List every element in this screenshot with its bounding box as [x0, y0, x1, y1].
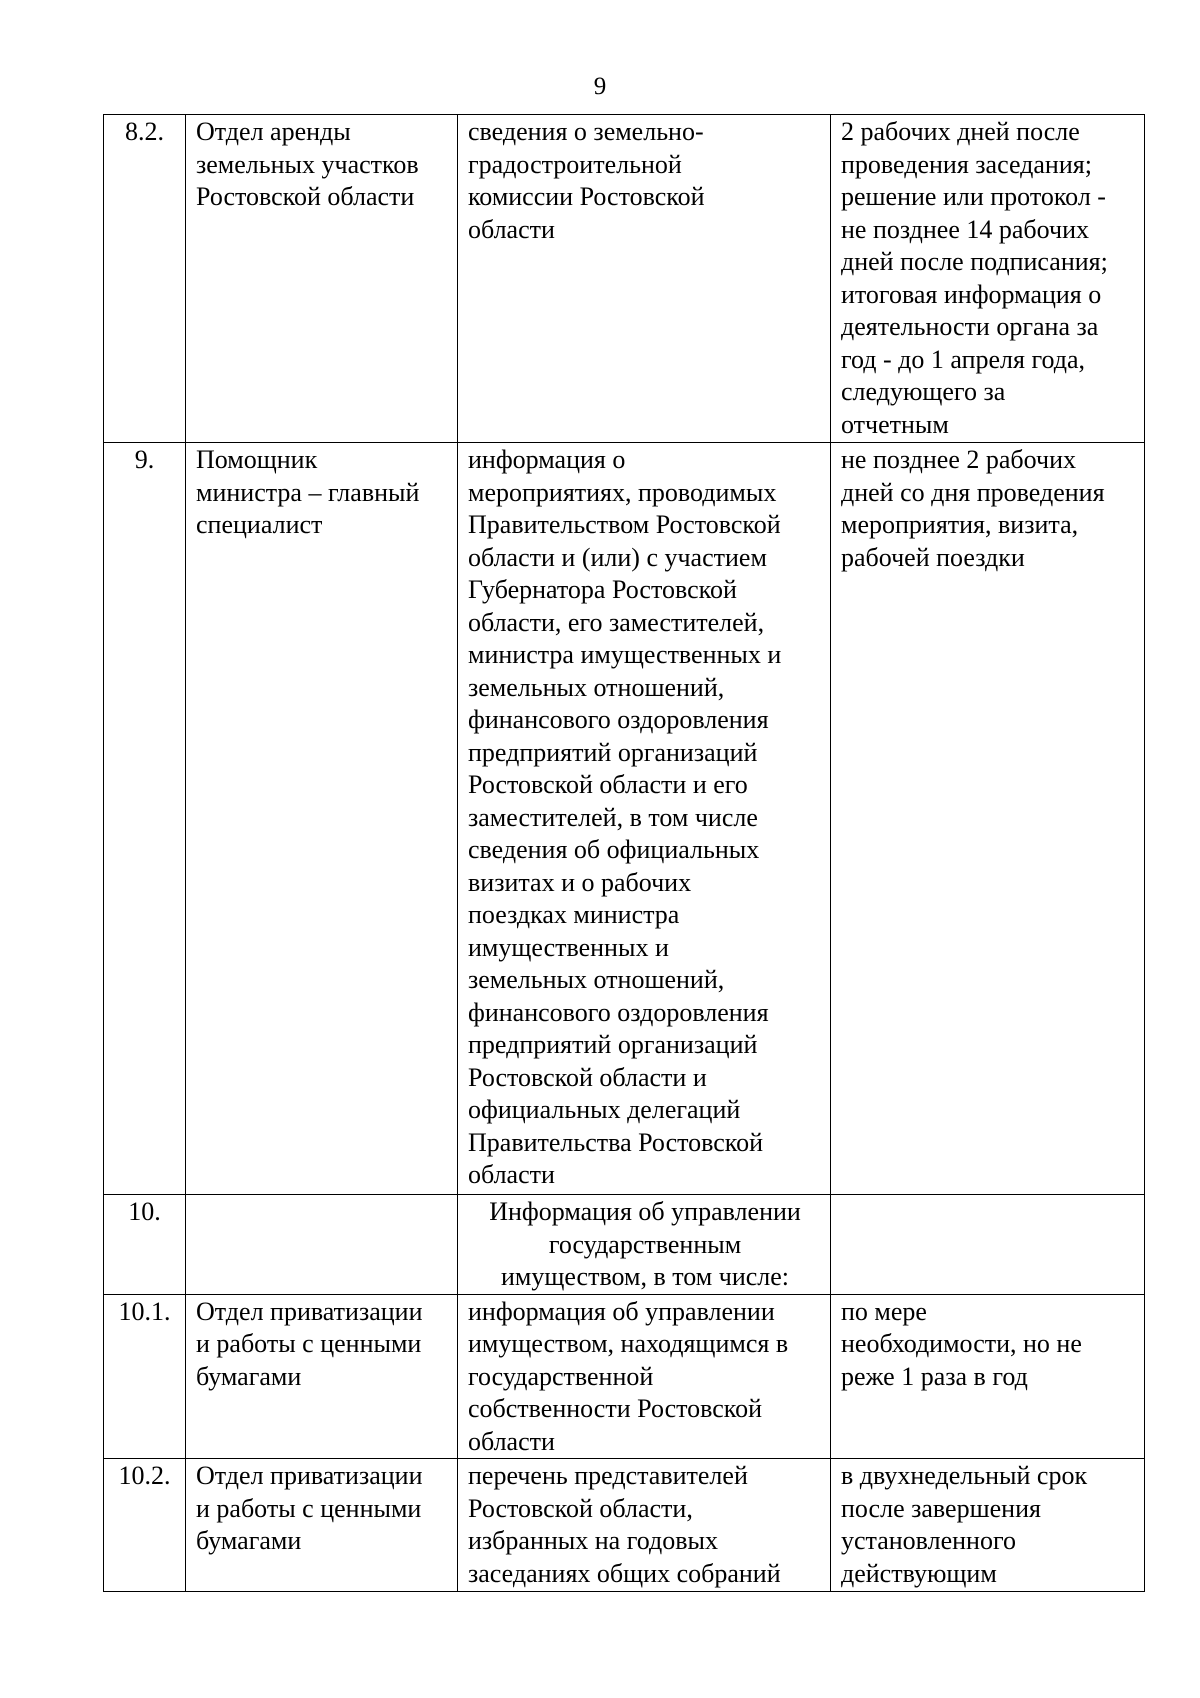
cell-text-line: финансового оздоровления	[468, 997, 769, 1027]
cell-text-line: области	[468, 214, 555, 244]
info-cell	[458, 1459, 831, 1592]
cell-text-line: Отдел аренды	[196, 117, 351, 146]
cell-text-line: дней после подписания;	[841, 247, 1108, 276]
row-number-cell: 8.2.	[104, 115, 186, 443]
cell-text-line: деятельности органа за	[841, 312, 1099, 341]
cell-text-line: земельных участков	[196, 149, 419, 179]
cell-text-line: не позднее 14 рабочих	[841, 214, 1089, 244]
cell-text-line: Отдел приватизации	[196, 1461, 423, 1490]
department-cell	[186, 1459, 458, 1592]
cell-text-line: Губернатора Ростовской	[468, 575, 737, 604]
cell-text-line: информация о	[468, 445, 626, 474]
cell-text-line: мероприятия, визита,	[841, 510, 1079, 539]
cell-text-line: области	[468, 1160, 555, 1189]
cell-text-line: заместителей, в том числе	[468, 802, 758, 832]
cell-text-line: Отдел приватизации	[196, 1296, 423, 1326]
cell-text-line: Правительства Ростовской	[468, 1127, 764, 1157]
cell-text-line: предприятий организаций	[468, 737, 758, 767]
cell-text-line: земельных отношений,	[468, 965, 725, 994]
department-cell	[186, 1294, 458, 1459]
cell-text-line: официальных делегаций	[468, 1095, 741, 1124]
table-row	[104, 1459, 1145, 1592]
cell-text-line: визитах и о рабочих	[468, 867, 692, 897]
cell-text-line: информация об управлении	[468, 1296, 775, 1326]
cell-text-line: после завершения	[841, 1493, 1041, 1523]
row-number-cell: 10.2.	[104, 1459, 186, 1592]
cell-text-line: градостроительной	[468, 149, 682, 179]
cell-text-line: поездках министра	[468, 900, 680, 929]
document-table	[103, 114, 1145, 1592]
table-row	[104, 443, 1145, 1195]
cell-text-line: в двухнедельный срок	[841, 1461, 1088, 1490]
deadline-cell	[831, 443, 1145, 1195]
cell-text-line: министра – главный	[196, 477, 420, 507]
cell-text-line: Ростовской области	[196, 182, 415, 211]
department-cell	[186, 443, 458, 1195]
info-cell	[458, 1294, 831, 1459]
cell-text-line: проведения заседания;	[841, 149, 1092, 179]
cell-text-line: отчетным	[841, 409, 949, 439]
cell-text-line: Ростовской области и	[468, 1062, 707, 1092]
cell-text-line: решение или протокол -	[841, 182, 1106, 211]
cell-text-line: Ростовской области,	[468, 1493, 693, 1523]
cell-text-line: имуществом, находящимся в	[468, 1329, 789, 1358]
deadline-cell	[831, 115, 1145, 443]
info-cell	[458, 443, 831, 1195]
cell-text-line: установленного	[841, 1526, 1016, 1555]
cell-text-line: сведения о земельно-	[468, 117, 704, 146]
cell-text-line: 2 рабочих дней после	[841, 117, 1080, 146]
cell-text-line: предприятий организаций	[468, 1030, 758, 1059]
page-number: 9	[593, 73, 607, 100]
cell-text-line: специалист	[196, 510, 323, 539]
cell-text-line: не позднее 2 рабочих	[841, 445, 1076, 474]
row-number-cell: 10.	[104, 1195, 186, 1295]
cell-text-line: Помощник	[196, 445, 318, 474]
cell-text-line: бумагами	[196, 1361, 302, 1391]
cell-text-line: государственным	[548, 1229, 742, 1259]
cell-text-line: реже 1 раза в год	[841, 1361, 1028, 1391]
cell-text-line: области	[468, 1426, 555, 1456]
cell-text-line: финансового оздоровления	[468, 705, 769, 734]
cell-text-line: действующим	[841, 1558, 997, 1588]
cell-text-line: заседаниях общих собраний	[468, 1558, 781, 1588]
deadline-cell	[831, 1294, 1145, 1459]
cell-text-line: и работы с ценными	[196, 1493, 422, 1523]
department-cell	[186, 115, 458, 443]
table-row	[104, 1195, 1145, 1295]
cell-text-line: избранных на годовых	[468, 1526, 718, 1555]
table-row	[104, 115, 1145, 443]
cell-text-line: мероприятиях, проводимых	[468, 477, 777, 507]
cell-text-line: имущественных и	[468, 932, 669, 962]
cell-text-line: собственности Ростовской	[468, 1394, 763, 1423]
cell-text-line: и работы с ценными	[196, 1329, 422, 1358]
cell-text-line: дней со дня проведения	[841, 477, 1105, 507]
cell-text-line: министра имущественных и	[468, 640, 782, 669]
info-cell	[458, 115, 831, 443]
row-number-cell: 10.1.	[104, 1294, 186, 1459]
deadline-cell	[831, 1459, 1145, 1592]
cell-text-line: бумагами	[196, 1526, 302, 1555]
cell-text-line: рабочей поездки	[841, 542, 1025, 572]
cell-text-line: следующего за	[841, 377, 1006, 406]
cell-text-line: государственной	[468, 1361, 654, 1391]
table-row	[104, 1294, 1145, 1459]
cell-text-line: области, его заместителей,	[468, 607, 765, 637]
cell-text-line: Ростовской области и его	[468, 770, 748, 799]
row-number-cell: 9.	[104, 443, 186, 1195]
department-cell	[186, 1195, 458, 1295]
cell-text-line: по мере	[841, 1296, 927, 1326]
cell-text-line: Правительством Ростовской	[468, 510, 781, 539]
cell-text-line: перечень представителей	[468, 1461, 748, 1490]
cell-text-line: земельных отношений,	[468, 672, 725, 702]
section-heading-cell	[458, 1195, 831, 1295]
cell-text-line: Информация об управлении	[489, 1197, 801, 1226]
cell-text-line: итоговая информация о	[841, 279, 1102, 309]
deadline-cell	[831, 1195, 1145, 1295]
cell-text-line: необходимости, но не	[841, 1329, 1082, 1358]
cell-text-line: комиссии Ростовской	[468, 182, 705, 211]
cell-text-line: год - до 1 апреля года,	[841, 344, 1086, 374]
cell-text-line: области и (или) с участием	[468, 542, 767, 572]
cell-text-line: имуществом, в том числе:	[500, 1262, 790, 1291]
cell-text-line: сведения об официальных	[468, 835, 760, 864]
